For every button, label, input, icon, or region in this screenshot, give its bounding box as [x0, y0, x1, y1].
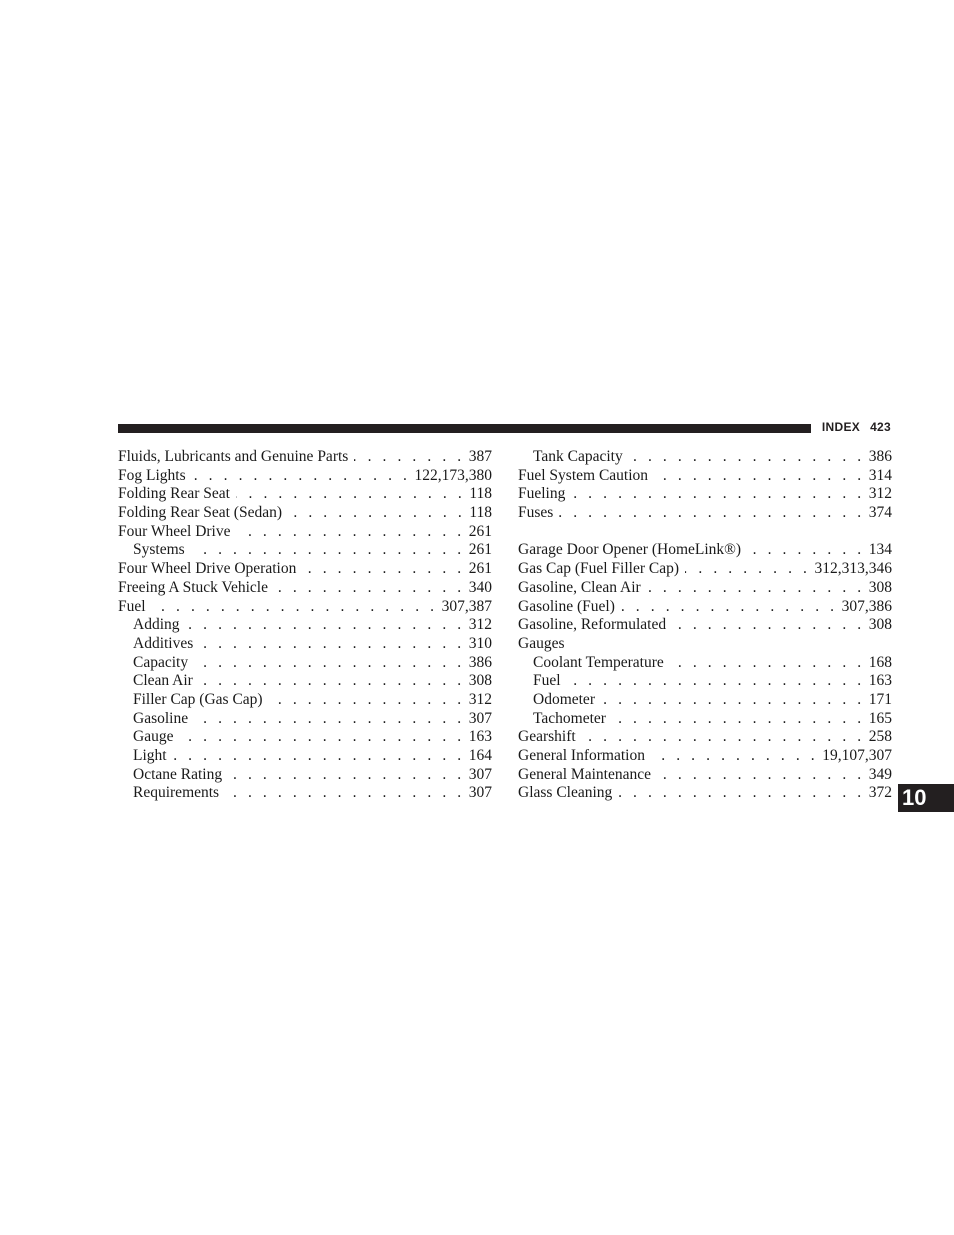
- dot-leader: [647, 579, 865, 598]
- dot-leader: [179, 728, 464, 747]
- index-entry: [518, 541, 892, 560]
- dot-leader: [621, 598, 838, 617]
- index-entry: [118, 710, 492, 729]
- index-entry-label: Gasoline, Clean Air: [518, 578, 641, 596]
- index-entry: [118, 448, 492, 467]
- dot-leader: [612, 710, 865, 729]
- index-entry-label: Fuel System Caution: [518, 466, 649, 484]
- index-entry-label: Four Wheel Drive Operation: [118, 560, 297, 578]
- section-title: INDEX: [821, 420, 861, 434]
- index-entry: [518, 784, 892, 803]
- dot-leader: [618, 784, 864, 803]
- dot-leader: [274, 579, 465, 598]
- index-entry: [118, 766, 492, 785]
- index-entry: [518, 728, 892, 747]
- index-entry-label: Light: [133, 747, 167, 764]
- dot-leader: [657, 766, 865, 785]
- index-entry-label: Clean Air: [133, 672, 193, 690]
- index-entry-page: 372: [868, 784, 892, 802]
- index-entry: [518, 672, 892, 691]
- index-entry-page: 258: [868, 728, 892, 746]
- index-entry-page: 312,313,346: [814, 560, 892, 578]
- index-entry-page: 19,107,307: [822, 747, 892, 764]
- index-entry: [518, 579, 892, 598]
- index-entry: [118, 523, 492, 542]
- index-entry: [518, 485, 892, 504]
- index-entry-label: Four Wheel Drive: [118, 522, 231, 540]
- index-entry: [118, 560, 492, 579]
- index-entry: [118, 728, 492, 747]
- dot-leader: [685, 560, 810, 579]
- index-entry: [118, 654, 492, 673]
- index-entry-page: 374: [868, 504, 892, 522]
- index-entry: [118, 635, 492, 654]
- index-entry: [118, 784, 492, 803]
- index-entry-page: 310: [468, 634, 492, 652]
- index-entry-label: Odometer: [533, 690, 595, 708]
- dot-leader: [672, 616, 865, 635]
- dot-leader: [237, 523, 465, 542]
- index-entry-label: Gauge: [133, 728, 174, 746]
- dot-leader: [173, 747, 465, 766]
- index-entry-label: Fog Lights: [118, 466, 186, 484]
- index-entry-label: Additives: [133, 634, 194, 652]
- index-entry: [118, 691, 492, 710]
- dot-leader: [670, 654, 865, 673]
- dot-leader: [629, 448, 865, 467]
- index-entry-page: 307: [468, 765, 492, 783]
- dot-leader: [194, 710, 465, 729]
- index-entry-page: 340: [468, 578, 492, 596]
- chapter-tab: 10: [898, 784, 954, 812]
- index-entry: [118, 467, 492, 486]
- index-entry-page: 307,387: [441, 597, 492, 615]
- index-entry-label: Folding Rear Seat: [118, 485, 230, 503]
- header-rule: [118, 424, 811, 433]
- dot-leader: [186, 616, 465, 635]
- index-entry-page: 163: [468, 728, 492, 746]
- index-entry-label: Filler Cap (Gas Cap): [133, 690, 263, 708]
- index-entry-label: Fuel: [533, 672, 561, 690]
- dot-leader: [582, 728, 865, 747]
- index-entry: [118, 672, 492, 691]
- index-entry-page: 308: [868, 578, 892, 596]
- index-entry-page: 307,386: [841, 597, 892, 615]
- index-entry-page: 118: [469, 485, 492, 503]
- index-entry: [118, 504, 492, 523]
- index-column-left: [118, 448, 492, 803]
- index-entry: [518, 635, 892, 654]
- index-entry-label: Glass Cleaning: [518, 784, 613, 802]
- dot-leader: [228, 766, 465, 785]
- index-entry-page: 118: [469, 504, 492, 522]
- dot-leader: [192, 467, 411, 486]
- dot-leader: [152, 598, 438, 617]
- index-entry: [118, 747, 492, 766]
- index-entry-label: Tank Capacity: [533, 448, 623, 465]
- index-entry-label: Requirements: [133, 784, 220, 802]
- index-entry-label: Octane Rating: [133, 765, 223, 783]
- dot-leader: [651, 747, 818, 766]
- index-entry-page: 165: [868, 709, 892, 727]
- index-entry-label: Gasoline: [133, 709, 189, 727]
- dot-leader: [288, 504, 465, 523]
- index-entry-label: Fueling: [518, 485, 566, 503]
- running-header: [822, 420, 891, 434]
- index-entry-label: Fluids, Lubricants and Genuine Parts: [118, 448, 349, 465]
- index-entry-page: 349: [868, 765, 892, 783]
- index-entry: [518, 747, 892, 766]
- index-entry: [518, 598, 892, 617]
- dot-leader: [199, 672, 465, 691]
- index-entry-label: Gasoline (Fuel): [518, 597, 615, 615]
- dot-leader: [354, 448, 464, 467]
- dot-leader: [191, 541, 465, 560]
- index-entry-page: 171: [868, 690, 892, 708]
- dot-leader: [302, 560, 464, 579]
- dot-leader: [199, 635, 464, 654]
- index-entry-page: 134: [868, 541, 892, 559]
- index-entry-label: Gasoline, Reformulated: [518, 616, 667, 634]
- index-entry: [118, 541, 492, 560]
- index-entry: [518, 710, 892, 729]
- index-entry-page: 312: [868, 485, 892, 503]
- index-entry-page: 307: [468, 709, 492, 727]
- index-entry-label: General Information: [518, 747, 645, 764]
- index-entry: [518, 616, 892, 635]
- index-entry-label: Freeing A Stuck Vehicle: [118, 578, 268, 596]
- index-entry-page: 314: [868, 466, 892, 484]
- dot-leader: [571, 485, 864, 504]
- index-entry: [118, 579, 492, 598]
- dot-leader: [654, 467, 865, 486]
- index-entry: [118, 616, 492, 635]
- index-spacer: [518, 523, 892, 542]
- index-entry: [518, 691, 892, 710]
- index-entry-label: Gearshift: [518, 728, 576, 746]
- index-entry-page: 387: [468, 448, 492, 465]
- index-entry: [118, 485, 492, 504]
- index-entry-page: 308: [468, 672, 492, 690]
- index-entry-page: 386: [468, 653, 492, 671]
- index-entry: [518, 766, 892, 785]
- index-entry: [518, 467, 892, 486]
- index-entry: [518, 504, 892, 523]
- index-entry-page: 163: [868, 672, 892, 690]
- index-entry-label: Adding: [133, 616, 180, 634]
- index-entry-page: 164: [468, 747, 492, 764]
- dot-leader: [225, 784, 465, 803]
- index-entry-page: 261: [468, 541, 492, 559]
- dot-leader: [601, 691, 865, 710]
- index-entry-label: Fuses: [518, 504, 554, 522]
- index-entry-label: Folding Rear Seat (Sedan): [118, 504, 283, 522]
- dot-leader: [269, 691, 465, 710]
- index-entry-label: Fuel: [118, 597, 146, 615]
- index-entry-page: 386: [868, 448, 892, 465]
- index-entry: [518, 560, 892, 579]
- dot-leader: [567, 672, 865, 691]
- index-entry-label: Garage Door Opener (HomeLink®): [518, 541, 742, 559]
- index-entry: [518, 654, 892, 673]
- index-entry-label: Tachometer: [533, 709, 606, 727]
- index-entry-page: 308: [868, 616, 892, 634]
- index-entry-label: Coolant Temperature: [533, 653, 664, 671]
- index-entry-label: Capacity: [133, 653, 189, 671]
- index-entry-page: 261: [468, 560, 492, 578]
- index-entry-page: 307: [468, 784, 492, 802]
- index-entry-page: 168: [868, 653, 892, 671]
- index-entry-label: Gas Cap (Fuel Filler Cap): [518, 560, 680, 578]
- dot-leader: [236, 485, 465, 504]
- index-entry: [518, 448, 892, 467]
- index-entry-label: Systems: [133, 541, 185, 559]
- index-entry-label: Gauges: [518, 634, 565, 652]
- dot-leader: [194, 654, 465, 673]
- index-column-right: [518, 448, 892, 803]
- index-entry-page: 312: [468, 616, 492, 634]
- page-number: 423: [870, 420, 891, 434]
- index-entry: [118, 598, 492, 617]
- index-entry-page: 312: [468, 690, 492, 708]
- dot-leader: [559, 504, 864, 523]
- index-entry-page: 122,173,380: [414, 466, 492, 484]
- index-entry-label: General Maintenance: [518, 765, 651, 783]
- index-entry-page: 261: [468, 522, 492, 540]
- dot-leader: [747, 541, 865, 560]
